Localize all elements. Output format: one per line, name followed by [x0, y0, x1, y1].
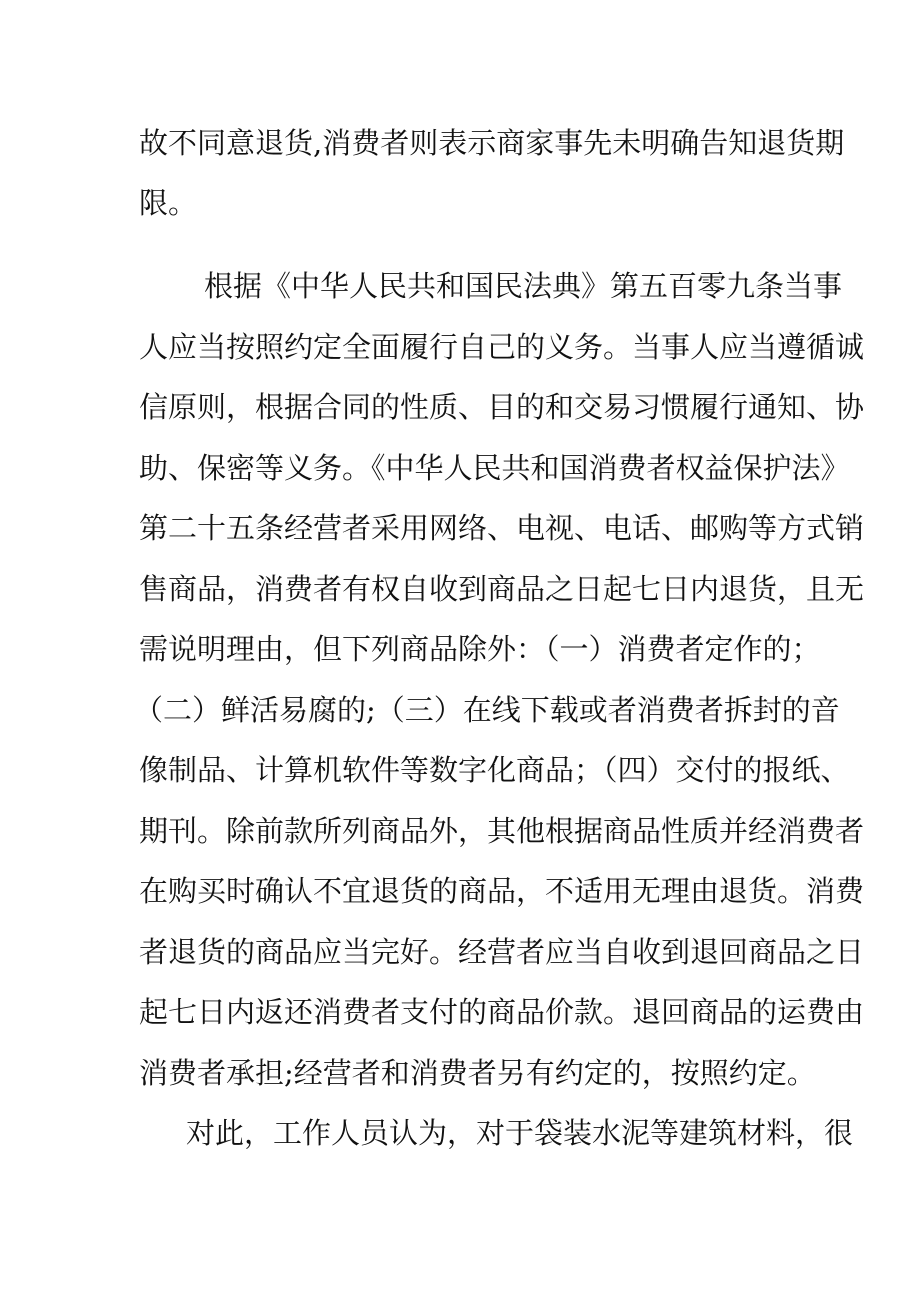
text-line: 在购买时确认不宜退货的商品，不适用无理由退货。消费: [139, 874, 865, 908]
text-line: 助、保密等义务。《中华人民共和国消费者权益保护法》: [139, 451, 850, 485]
text-line: 起七日内返还消费者支付的商品价款。退回商品的运费由: [139, 995, 865, 1029]
paragraph-first-line: 根据《中华人民共和国民法典》第五百零九条当事: [204, 269, 843, 303]
text-line: 信原则，根据合同的性质、目的和交易习惯履行通知、协: [139, 390, 865, 424]
text-line: 像制品、计算机软件等数字化商品；（四）交付的报纸、: [139, 753, 850, 787]
text-line: 故不同意退货,消费者则表示商家事先未明确告知退货期: [139, 126, 845, 160]
text-line: 消费者承担;经营者和消费者另有约定的，按照约定。: [139, 1056, 816, 1090]
text-line: 人应当按照约定全面履行自己的义务。当事人应当遵循诚: [139, 330, 865, 364]
text-line: 售商品，消费者有权自收到商品之日起七日内退货，且无: [139, 572, 865, 606]
text-line: 需说明理由，但下列商品除外：（一）消费者定作的；: [139, 632, 821, 666]
text-line: （二）鲜活易腐的;（三）在线下载或者消费者拆封的音: [134, 693, 840, 727]
text-line: 限。: [139, 186, 198, 220]
text-line: 第二十五条经营者采用网络、电视、电话、邮购等方式销: [139, 511, 865, 545]
paragraph-first-line: 对此，工作人员认为，对于袋装水泥等建筑材料，很: [186, 1116, 854, 1150]
text-line: 期刊。除前款所列商品外，其他根据商品性质并经消费者: [139, 814, 865, 848]
text-line: 者退货的商品应当完好。经营者应当自收到退回商品之日: [139, 935, 865, 969]
